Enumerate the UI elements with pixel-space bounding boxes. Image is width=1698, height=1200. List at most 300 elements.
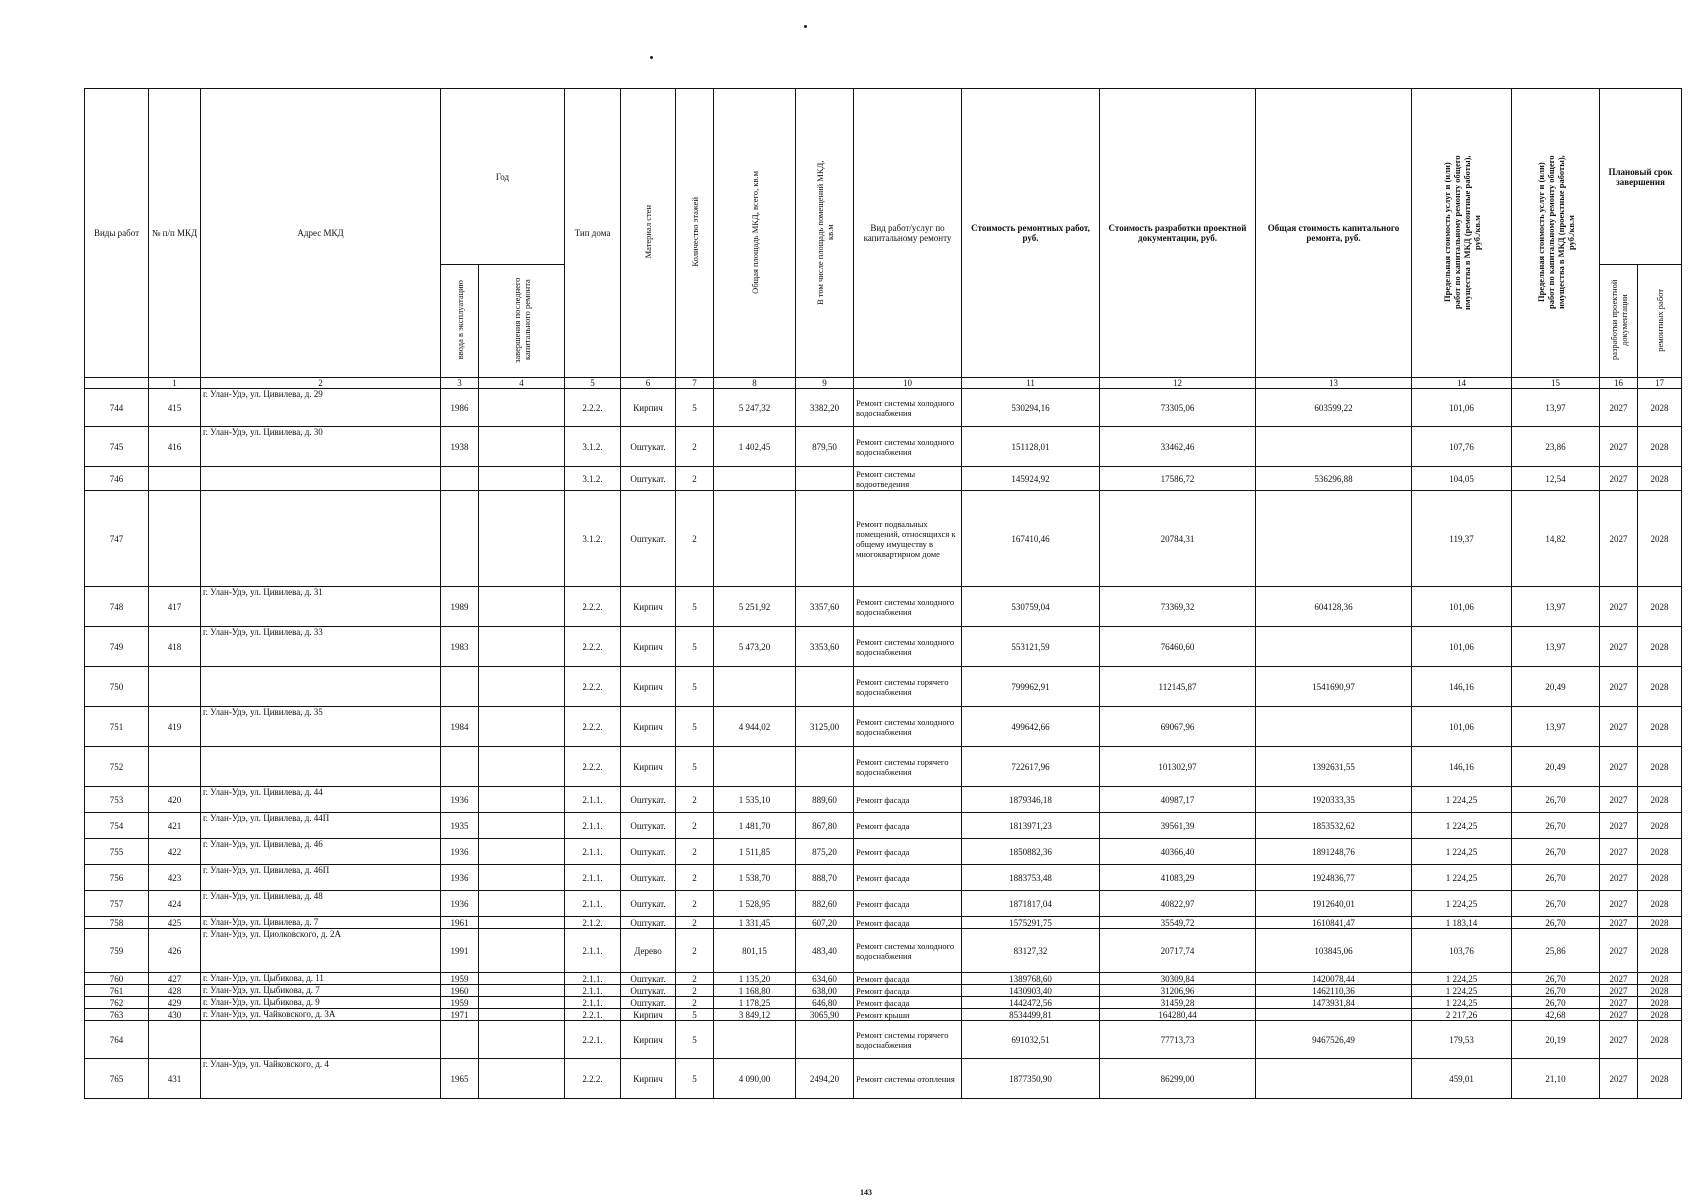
row-floors: 5 <box>676 1059 714 1099</box>
row-total-area: 5 251,92 <box>714 587 796 627</box>
table-row <box>85 891 1682 917</box>
row-deadline-repair: 2028 <box>1638 891 1682 917</box>
row-address: г. Улан-Удэ, ул. Цивилева, д. 46 <box>201 839 441 865</box>
row-limit-repair: 1 224,25 <box>1412 839 1512 865</box>
column-number: 4 <box>479 378 565 389</box>
column-number <box>85 378 149 389</box>
row-design-cost: 40366,40 <box>1100 839 1256 865</box>
row-repair-cost: 1879346,18 <box>962 787 1100 813</box>
row-wall-material: Кирпич <box>621 707 676 747</box>
column-number: 2 <box>201 378 441 389</box>
row-total-area <box>714 467 796 491</box>
row-year-repair <box>479 985 565 997</box>
row-deadline-design: 2027 <box>1600 997 1638 1009</box>
row-vid-rabot: 754 <box>85 813 149 839</box>
row-limit-repair: 101,06 <box>1412 707 1512 747</box>
row-wall-material: Кирпич <box>621 1009 676 1021</box>
row-total-area: 801,15 <box>714 929 796 973</box>
row-address: г. Улан-Удэ, ул. Цивилева, д. 46П <box>201 865 441 891</box>
row-design-cost: 17586,72 <box>1100 467 1256 491</box>
row-deadline-design: 2027 <box>1600 427 1638 467</box>
row-house-type: 2.2.1. <box>565 1009 621 1021</box>
row-nomer-mkd <box>149 747 201 787</box>
row-year-built: 1936 <box>441 865 479 891</box>
row-limit-design: 20,49 <box>1512 667 1600 707</box>
row-work-type: Ремонт системы горячего водоснабжения <box>854 667 962 707</box>
header-srok-proekt: разработки проектной документации <box>1600 265 1638 378</box>
row-work-type: Ремонт системы холодного водоснабжения <box>854 627 962 667</box>
row-house-type: 2.1.1. <box>565 813 621 839</box>
header-adres: Адрес МКД <box>201 89 441 378</box>
column-number-row <box>85 378 1682 389</box>
row-address <box>201 491 441 587</box>
row-repair-cost: 1430903,40 <box>962 985 1100 997</box>
header-pred-remont: Предельная стоимость услуг и (или) работ по капитальному ремонту общего имущества в МКД (ремонтные работы), руб./кв.м <box>1412 89 1512 378</box>
row-year-repair <box>479 1021 565 1059</box>
row-year-repair <box>479 389 565 427</box>
row-vid-rabot: 746 <box>85 467 149 491</box>
table-row <box>85 1059 1682 1099</box>
row-total-cost <box>1256 1009 1412 1021</box>
row-nomer-mkd: 415 <box>149 389 201 427</box>
row-premises-area <box>796 467 854 491</box>
row-limit-design: 26,70 <box>1512 997 1600 1009</box>
row-repair-cost: 1877350,90 <box>962 1059 1100 1099</box>
row-house-type: 2.2.2. <box>565 667 621 707</box>
row-house-type: 2.1.1. <box>565 787 621 813</box>
row-total-area: 5 247,32 <box>714 389 796 427</box>
row-total-area <box>714 1021 796 1059</box>
row-floors: 2 <box>676 787 714 813</box>
row-wall-material: Оштукат. <box>621 865 676 891</box>
row-deadline-design: 2027 <box>1600 1009 1638 1021</box>
row-limit-repair: 1 224,25 <box>1412 787 1512 813</box>
row-wall-material: Оштукат. <box>621 973 676 985</box>
row-floors: 2 <box>676 865 714 891</box>
header-god-zaversh: завершения последнего капитального ремонта <box>479 265 565 378</box>
row-address: г. Улан-Удэ, ул. Чайковского, д. 3А <box>201 1009 441 1021</box>
row-repair-cost: 1850882,36 <box>962 839 1100 865</box>
row-limit-repair: 179,53 <box>1412 1021 1512 1059</box>
row-repair-cost: 1389768,60 <box>962 973 1100 985</box>
row-premises-area: 3382,20 <box>796 389 854 427</box>
row-year-built: 1959 <box>441 997 479 1009</box>
row-design-cost: 41083,29 <box>1100 865 1256 891</box>
row-house-type: 2.2.2. <box>565 1059 621 1099</box>
row-wall-material: Оштукат. <box>621 997 676 1009</box>
row-house-type: 2.2.2. <box>565 747 621 787</box>
row-total-cost <box>1256 627 1412 667</box>
row-nomer-mkd: 429 <box>149 997 201 1009</box>
table-row <box>85 997 1682 1009</box>
row-limit-repair: 1 224,25 <box>1412 985 1512 997</box>
column-number: 9 <box>796 378 854 389</box>
row-deadline-repair: 2028 <box>1638 1009 1682 1021</box>
row-nomer-mkd: 424 <box>149 891 201 917</box>
header-stoimost: Стоимость ремонтных работ, руб. <box>962 89 1100 378</box>
row-limit-design: 20,19 <box>1512 1021 1600 1059</box>
row-deadline-design: 2027 <box>1600 891 1638 917</box>
row-deadline-repair: 2028 <box>1638 787 1682 813</box>
row-floors: 2 <box>676 491 714 587</box>
row-floors: 5 <box>676 1009 714 1021</box>
row-work-type: Ремонт фасада <box>854 813 962 839</box>
row-total-area: 1 535,10 <box>714 787 796 813</box>
column-number: 5 <box>565 378 621 389</box>
row-house-type: 3.1.2. <box>565 427 621 467</box>
row-wall-material: Дерево <box>621 929 676 973</box>
row-deadline-repair: 2028 <box>1638 389 1682 427</box>
row-total-area <box>714 747 796 787</box>
row-year-repair <box>479 587 565 627</box>
row-design-cost: 31459,28 <box>1100 997 1256 1009</box>
row-address: г. Улан-Удэ, ул. Цыбикова, д. 9 <box>201 997 441 1009</box>
row-address: г. Улан-Удэ, ул. Цивилева, д. 48 <box>201 891 441 917</box>
row-floors: 2 <box>676 813 714 839</box>
row-total-cost: 1462110,36 <box>1256 985 1412 997</box>
row-limit-design: 26,70 <box>1512 973 1600 985</box>
table-header <box>85 89 1682 389</box>
row-total-cost: 1392631,55 <box>1256 747 1412 787</box>
row-total-area: 1 331,45 <box>714 917 796 929</box>
row-design-cost: 73305,06 <box>1100 389 1256 427</box>
row-year-built: 1936 <box>441 839 479 865</box>
header-pred-proekt: Предельная стоимость услуг и (или) работ по капитальному ремонту общего имущества в МКД (проектные работы), руб./кв.м <box>1512 89 1600 378</box>
table-row <box>85 865 1682 891</box>
header-material: Материал стен <box>621 89 676 378</box>
row-total-cost: 1473931,84 <box>1256 997 1412 1009</box>
row-repair-cost: 553121,59 <box>962 627 1100 667</box>
row-house-type: 3.1.2. <box>565 467 621 491</box>
row-design-cost: 33462,46 <box>1100 427 1256 467</box>
row-repair-cost: 530759,04 <box>962 587 1100 627</box>
row-deadline-repair: 2028 <box>1638 627 1682 667</box>
table-body <box>85 389 1682 1099</box>
header-ploshad: Общая площадь МКД, всего, кв.м <box>714 89 796 378</box>
row-premises-area: 607,20 <box>796 917 854 929</box>
row-limit-repair: 1 224,25 <box>1412 813 1512 839</box>
row-deadline-design: 2027 <box>1600 813 1638 839</box>
row-year-built: 1938 <box>441 427 479 467</box>
row-vid-rabot: 753 <box>85 787 149 813</box>
row-house-type: 2.1.1. <box>565 929 621 973</box>
row-limit-repair: 119,37 <box>1412 491 1512 587</box>
row-work-type: Ремонт системы холодного водоснабжения <box>854 389 962 427</box>
row-deadline-repair: 2028 <box>1638 1021 1682 1059</box>
row-premises-area: 3357,60 <box>796 587 854 627</box>
row-year-built: 1965 <box>441 1059 479 1099</box>
capital-repair-table <box>84 88 1682 1099</box>
row-total-cost: 1912640,01 <box>1256 891 1412 917</box>
row-premises-area: 889,60 <box>796 787 854 813</box>
row-wall-material: Оштукат. <box>621 891 676 917</box>
row-deadline-design: 2027 <box>1600 627 1638 667</box>
row-limit-repair: 2 217,26 <box>1412 1009 1512 1021</box>
row-premises-area <box>796 747 854 787</box>
row-year-repair <box>479 929 565 973</box>
column-number: 13 <box>1256 378 1412 389</box>
row-year-repair <box>479 973 565 985</box>
column-number: 3 <box>441 378 479 389</box>
row-premises-area: 634,60 <box>796 973 854 985</box>
row-work-type: Ремонт системы отопления <box>854 1059 962 1099</box>
row-deadline-repair: 2028 <box>1638 707 1682 747</box>
row-total-area: 1 178,25 <box>714 997 796 1009</box>
row-floors: 5 <box>676 1021 714 1059</box>
row-address: г. Улан-Удэ, ул. Цивилева, д. 31 <box>201 587 441 627</box>
row-year-repair <box>479 707 565 747</box>
table-row <box>85 973 1682 985</box>
table-row <box>85 813 1682 839</box>
row-address: г. Улан-Удэ, ул. Цивилева, д. 33 <box>201 627 441 667</box>
row-floors: 5 <box>676 627 714 667</box>
row-repair-cost: 83127,32 <box>962 929 1100 973</box>
row-repair-cost: 799962,91 <box>962 667 1100 707</box>
row-year-built <box>441 747 479 787</box>
row-work-type: Ремонт системы горячего водоснабжения <box>854 1021 962 1059</box>
row-total-area: 4 090,00 <box>714 1059 796 1099</box>
row-work-type: Ремонт системы холодного водоснабжения <box>854 929 962 973</box>
row-total-cost: 1891248,76 <box>1256 839 1412 865</box>
row-floors: 5 <box>676 389 714 427</box>
row-total-area: 1 402,45 <box>714 427 796 467</box>
row-limit-design: 25,86 <box>1512 929 1600 973</box>
row-year-built: 1936 <box>441 891 479 917</box>
row-house-type: 2.1.1. <box>565 891 621 917</box>
table-row <box>85 389 1682 427</box>
row-year-repair <box>479 491 565 587</box>
table-row <box>85 427 1682 467</box>
row-total-cost: 1924836,77 <box>1256 865 1412 891</box>
row-premises-area: 879,50 <box>796 427 854 467</box>
row-floors: 2 <box>676 839 714 865</box>
row-limit-design: 42,68 <box>1512 1009 1600 1021</box>
row-vid-rabot: 748 <box>85 587 149 627</box>
header-nomer-mkd: № п/п МКД <box>149 89 201 378</box>
row-house-type: 3.1.2. <box>565 491 621 587</box>
row-repair-cost: 1442472,56 <box>962 997 1100 1009</box>
table-row <box>85 929 1682 973</box>
row-deadline-design: 2027 <box>1600 929 1638 973</box>
row-house-type: 2.1.1. <box>565 985 621 997</box>
row-address: г. Улан-Удэ, ул. Цыбикова, д. 11 <box>201 973 441 985</box>
row-deadline-design: 2027 <box>1600 985 1638 997</box>
row-deadline-repair: 2028 <box>1638 427 1682 467</box>
row-house-type: 2.1.1. <box>565 839 621 865</box>
row-deadline-repair: 2028 <box>1638 997 1682 1009</box>
row-nomer-mkd: 416 <box>149 427 201 467</box>
row-house-type: 2.2.1. <box>565 1021 621 1059</box>
row-limit-repair: 101,06 <box>1412 627 1512 667</box>
row-year-repair <box>479 667 565 707</box>
row-year-built: 1991 <box>441 929 479 973</box>
row-work-type: Ремонт системы холодного водоснабжения <box>854 707 962 747</box>
row-total-area: 1 528,95 <box>714 891 796 917</box>
row-total-area: 1 168,80 <box>714 985 796 997</box>
row-nomer-mkd: 418 <box>149 627 201 667</box>
row-premises-area <box>796 1021 854 1059</box>
table-row <box>85 587 1682 627</box>
row-house-type: 2.2.2. <box>565 587 621 627</box>
row-vid-rabot: 765 <box>85 1059 149 1099</box>
page-number: 143 <box>860 1188 872 1197</box>
header-etazhi: Количество этажей <box>676 89 714 378</box>
row-total-area: 1 538,70 <box>714 865 796 891</box>
row-wall-material: Кирпич <box>621 1021 676 1059</box>
row-nomer-mkd <box>149 667 201 707</box>
table-row <box>85 491 1682 587</box>
row-deadline-design: 2027 <box>1600 973 1638 985</box>
row-total-cost: 1853532,62 <box>1256 813 1412 839</box>
row-repair-cost: 151128,01 <box>962 427 1100 467</box>
row-wall-material: Оштукат. <box>621 787 676 813</box>
row-work-type: Ремонт фасада <box>854 891 962 917</box>
row-limit-repair: 101,06 <box>1412 587 1512 627</box>
row-work-type: Ремонт фасада <box>854 917 962 929</box>
column-number: 14 <box>1412 378 1512 389</box>
row-design-cost: 35549,72 <box>1100 917 1256 929</box>
row-limit-repair: 1 183,14 <box>1412 917 1512 929</box>
row-deadline-design: 2027 <box>1600 587 1638 627</box>
row-deadline-design: 2027 <box>1600 747 1638 787</box>
row-work-type: Ремонт системы горячего водоснабжения <box>854 747 962 787</box>
row-work-type: Ремонт крыши <box>854 1009 962 1021</box>
row-total-area: 4 944,02 <box>714 707 796 747</box>
row-year-repair <box>479 813 565 839</box>
column-number: 8 <box>714 378 796 389</box>
row-total-cost: 604128,36 <box>1256 587 1412 627</box>
row-total-cost <box>1256 1059 1412 1099</box>
row-year-built: 1971 <box>441 1009 479 1021</box>
row-limit-design: 26,70 <box>1512 813 1600 839</box>
row-work-type: Ремонт фасада <box>854 787 962 813</box>
row-year-built <box>441 667 479 707</box>
row-limit-repair: 1 224,25 <box>1412 973 1512 985</box>
header-vid-rabot-uslug: Вид работ/услуг по капитальному ремонту <box>854 89 962 378</box>
row-limit-design: 26,70 <box>1512 917 1600 929</box>
row-total-cost <box>1256 427 1412 467</box>
row-limit-design: 23,86 <box>1512 427 1600 467</box>
header-obshaya: Общая стоимость капитального ремонта, руб. <box>1256 89 1412 378</box>
row-deadline-repair: 2028 <box>1638 917 1682 929</box>
row-nomer-mkd: 427 <box>149 973 201 985</box>
table-row <box>85 1009 1682 1021</box>
row-deadline-design: 2027 <box>1600 1059 1638 1099</box>
row-address: г. Улан-Удэ, ул. Цивилева, д. 29 <box>201 389 441 427</box>
row-address: г. Улан-Удэ, ул. Цыбикова, д. 7 <box>201 985 441 997</box>
row-year-repair <box>479 467 565 491</box>
row-vid-rabot: 751 <box>85 707 149 747</box>
row-nomer-mkd: 423 <box>149 865 201 891</box>
row-limit-repair: 1 224,25 <box>1412 891 1512 917</box>
row-address <box>201 747 441 787</box>
row-work-type: Ремонт фасада <box>854 997 962 1009</box>
row-repair-cost: 1883753,48 <box>962 865 1100 891</box>
row-house-type: 2.1.2. <box>565 917 621 929</box>
row-year-built <box>441 467 479 491</box>
row-premises-area: 3353,60 <box>796 627 854 667</box>
row-vid-rabot: 761 <box>85 985 149 997</box>
row-design-cost: 112145,87 <box>1100 667 1256 707</box>
row-deadline-repair: 2028 <box>1638 929 1682 973</box>
table-row <box>85 917 1682 929</box>
row-year-repair <box>479 997 565 1009</box>
row-limit-design: 26,70 <box>1512 985 1600 997</box>
row-nomer-mkd: 422 <box>149 839 201 865</box>
row-work-type: Ремонт фасада <box>854 985 962 997</box>
row-wall-material: Оштукат. <box>621 427 676 467</box>
row-floors: 2 <box>676 427 714 467</box>
row-wall-material: Кирпич <box>621 667 676 707</box>
row-wall-material: Оштукат. <box>621 813 676 839</box>
row-total-area: 1 135,20 <box>714 973 796 985</box>
row-nomer-mkd: 419 <box>149 707 201 747</box>
row-limit-design: 13,97 <box>1512 627 1600 667</box>
row-floors: 5 <box>676 587 714 627</box>
row-limit-design: 13,97 <box>1512 707 1600 747</box>
row-total-area: 1 481,70 <box>714 813 796 839</box>
row-work-type: Ремонт фасада <box>854 973 962 985</box>
row-nomer-mkd: 421 <box>149 813 201 839</box>
row-limit-design: 26,70 <box>1512 839 1600 865</box>
row-year-built: 1935 <box>441 813 479 839</box>
row-year-repair <box>479 787 565 813</box>
row-nomer-mkd: 430 <box>149 1009 201 1021</box>
row-nomer-mkd: 417 <box>149 587 201 627</box>
row-address: г. Улан-Удэ, ул. Цивилева, д. 44 <box>201 787 441 813</box>
row-year-repair <box>479 1059 565 1099</box>
row-address <box>201 467 441 491</box>
row-limit-repair: 146,16 <box>1412 747 1512 787</box>
row-total-area: 5 473,20 <box>714 627 796 667</box>
row-deadline-design: 2027 <box>1600 707 1638 747</box>
row-vid-rabot: 744 <box>85 389 149 427</box>
header-vid-rabot: Виды работ <box>85 89 149 378</box>
row-year-built: 1983 <box>441 627 479 667</box>
row-vid-rabot: 756 <box>85 865 149 891</box>
row-year-built: 1986 <box>441 389 479 427</box>
row-repair-cost: 1575291,75 <box>962 917 1100 929</box>
header-srok-remont: ремонтных работ <box>1638 265 1682 378</box>
row-nomer-mkd: 431 <box>149 1059 201 1099</box>
row-house-type: 2.1.1. <box>565 997 621 1009</box>
row-wall-material: Кирпич <box>621 389 676 427</box>
row-deadline-repair: 2028 <box>1638 985 1682 997</box>
row-repair-cost: 722617,96 <box>962 747 1100 787</box>
row-limit-design: 14,82 <box>1512 491 1600 587</box>
row-deadline-repair: 2028 <box>1638 813 1682 839</box>
row-limit-design: 26,70 <box>1512 891 1600 917</box>
row-total-cost: 1920333,35 <box>1256 787 1412 813</box>
row-deadline-design: 2027 <box>1600 917 1638 929</box>
header-god-vvoda: ввода в эксплуатацию <box>441 265 479 378</box>
row-deadline-design: 2027 <box>1600 839 1638 865</box>
row-limit-repair: 101,06 <box>1412 389 1512 427</box>
row-floors: 2 <box>676 917 714 929</box>
row-repair-cost: 167410,46 <box>962 491 1100 587</box>
row-premises-area: 638,00 <box>796 985 854 997</box>
row-nomer-mkd: 425 <box>149 917 201 929</box>
row-year-built: 1961 <box>441 917 479 929</box>
row-repair-cost: 145924,92 <box>962 467 1100 491</box>
row-address: г. Улан-Удэ, ул. Цивилева, д. 35 <box>201 707 441 747</box>
header-proekt: Стоимость разработки проектной документации, руб. <box>1100 89 1256 378</box>
row-design-cost: 20717,74 <box>1100 929 1256 973</box>
row-limit-repair: 1 224,25 <box>1412 865 1512 891</box>
row-vid-rabot: 760 <box>85 973 149 985</box>
row-address: г. Улан-Удэ, ул. Цивилева, д. 7 <box>201 917 441 929</box>
row-total-cost: 9467526,49 <box>1256 1021 1412 1059</box>
